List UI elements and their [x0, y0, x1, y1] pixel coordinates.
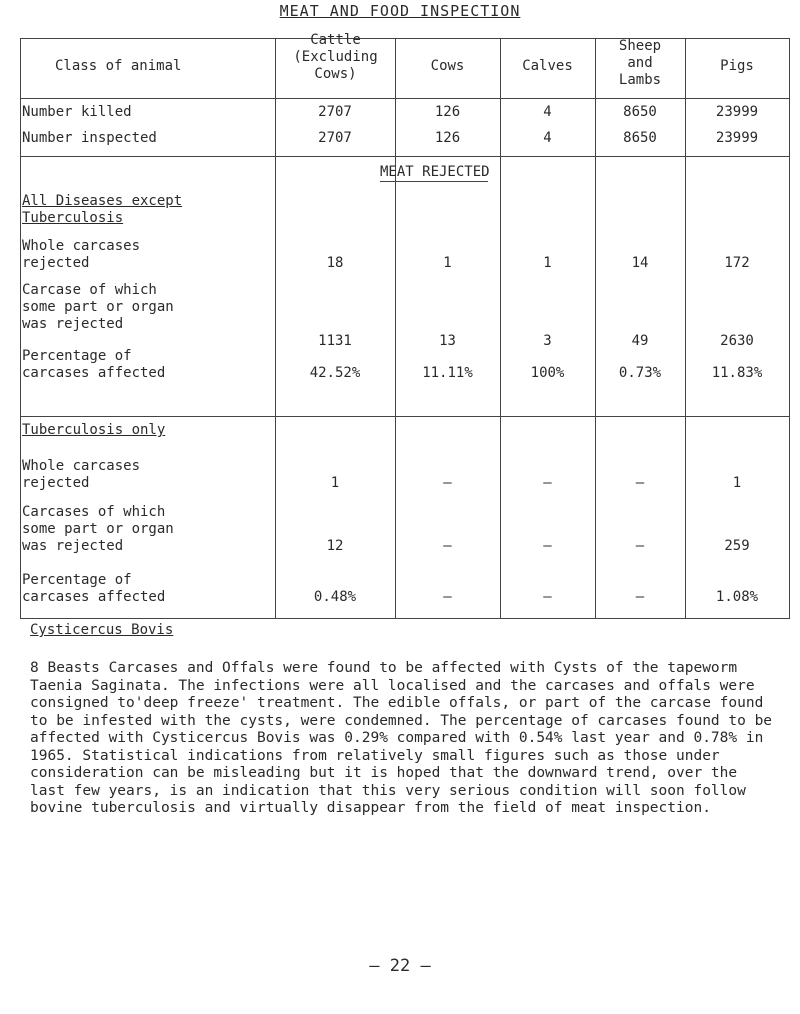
- all-pct-sheep-value: 0.73%: [618, 365, 662, 381]
- row-label-inspected: Number inspected: [22, 130, 157, 146]
- killed-cows-value: 126: [434, 104, 461, 120]
- inspected-calves-value: 4: [543, 130, 552, 146]
- tb-whole-calves-value: –: [543, 475, 552, 491]
- all-whole-pigs-value: 172: [724, 255, 750, 271]
- all-part-cows-value: 13: [439, 333, 456, 349]
- all-whole-cattle-value: 18: [326, 255, 344, 271]
- all-part-pigs-value: 2630: [720, 333, 754, 349]
- meat-rejected-heading: MEAT REJECTED: [380, 164, 490, 180]
- col-header-sheep: Sheep and Lambs: [618, 38, 662, 88]
- col-header-class: Class of animal: [55, 58, 182, 74]
- page-number: – 22 –: [369, 956, 431, 976]
- inspected-cows-value: 126: [434, 130, 461, 146]
- all-whole-cows-value: 1: [443, 255, 452, 271]
- col-header-cows: Cows: [430, 58, 465, 74]
- col-header-calves: Calves: [522, 58, 573, 74]
- killed-sheep-value: 8650: [623, 104, 657, 120]
- tb-part-pigs-value: 259: [724, 538, 750, 554]
- col-header-cattle: Cattle (Excluding Cows): [293, 32, 378, 82]
- inspected-cattle-value: 2707: [318, 130, 352, 146]
- all-part-label: Carcase of which some part or organ was rejected: [22, 282, 174, 332]
- tb-part-sheep-value: –: [635, 538, 645, 554]
- tb-part-cows-value: –: [443, 538, 452, 554]
- cysticercus-heading: Cysticercus Bovis: [30, 622, 174, 638]
- tb-pct-cows-value: –: [443, 589, 452, 605]
- inspected-sheep-value: 8650: [623, 130, 657, 146]
- tb-pct-sheep-value: –: [635, 589, 645, 605]
- killed-pigs-value: 23999: [715, 104, 759, 120]
- tb-pct-pigs-value: 1.08%: [715, 589, 759, 605]
- all-pct-cows-value: 11.11%: [422, 365, 473, 381]
- all-whole-sheep-value: 14: [631, 255, 649, 271]
- tb-whole-cattle-value: 1: [330, 475, 340, 491]
- section-tb-heading: Tuberculosis only: [22, 422, 166, 438]
- killed-cattle-value: 2707: [318, 104, 352, 120]
- tb-pct-cattle-value: 0.48%: [313, 589, 357, 605]
- tb-part-cattle-value: 12: [326, 538, 344, 554]
- tb-part-label: Carcases of which some part or organ was rejected: [22, 504, 174, 554]
- tb-whole-sheep-value: –: [635, 475, 645, 491]
- tb-pct-calves-value: –: [543, 589, 552, 605]
- all-part-sheep-value: 49: [631, 333, 649, 349]
- cysticercus-paragraph: 8 Beasts Carcases and Offals were found to be affected with Cysts of the tapeworm Taenia Saginata. The infections were all localised and the carcases and offals were consigned to'deep freeze' treatment. The edible offals, or part of the carcase found to be infested with the cysts, were condemned. The percentage of carcases found to be affected with Cysticercus Bovis was 0.29% compared with 0.54% last year and 0.78% in 1965. Statistical indications from relatively small figures such as those under consideration can be misleading but it is hoped that the downward trend, over the last few years, is an indication that this very serious condition will soon follow bovine tuberculosis and virtually disappear from the field of meat inspection.: [30, 660, 773, 816]
- tb-part-calves-value: –: [543, 538, 552, 554]
- tb-whole-label: Whole carcases rejected: [22, 458, 141, 491]
- col-header-pigs: Pigs: [720, 58, 754, 74]
- all-whole-label: Whole carcases rejected: [22, 238, 141, 271]
- all-part-calves-value: 3: [543, 333, 552, 349]
- all-pct-pigs-value: 11.83%: [711, 365, 763, 381]
- inspected-pigs-value: 23999: [715, 130, 759, 146]
- all-pct-label: Percentage of carcases affected: [22, 348, 166, 381]
- section-all-heading: All Diseases except Tuberculosis: [22, 193, 183, 226]
- tb-whole-pigs-value: 1: [732, 475, 742, 491]
- all-whole-calves-value: 1: [543, 255, 552, 271]
- killed-calves-value: 4: [543, 104, 552, 120]
- page-title: MEAT AND FOOD INSPECTION: [279, 2, 521, 20]
- all-pct-cattle-value: 42.52%: [309, 365, 361, 381]
- tb-whole-cows-value: –: [443, 475, 452, 491]
- tb-pct-label: Percentage of carcases affected: [22, 572, 166, 605]
- row-label-killed: Number killed: [22, 104, 132, 120]
- all-pct-calves-value: 100%: [530, 365, 565, 381]
- all-part-cattle-value: 1131: [318, 333, 352, 349]
